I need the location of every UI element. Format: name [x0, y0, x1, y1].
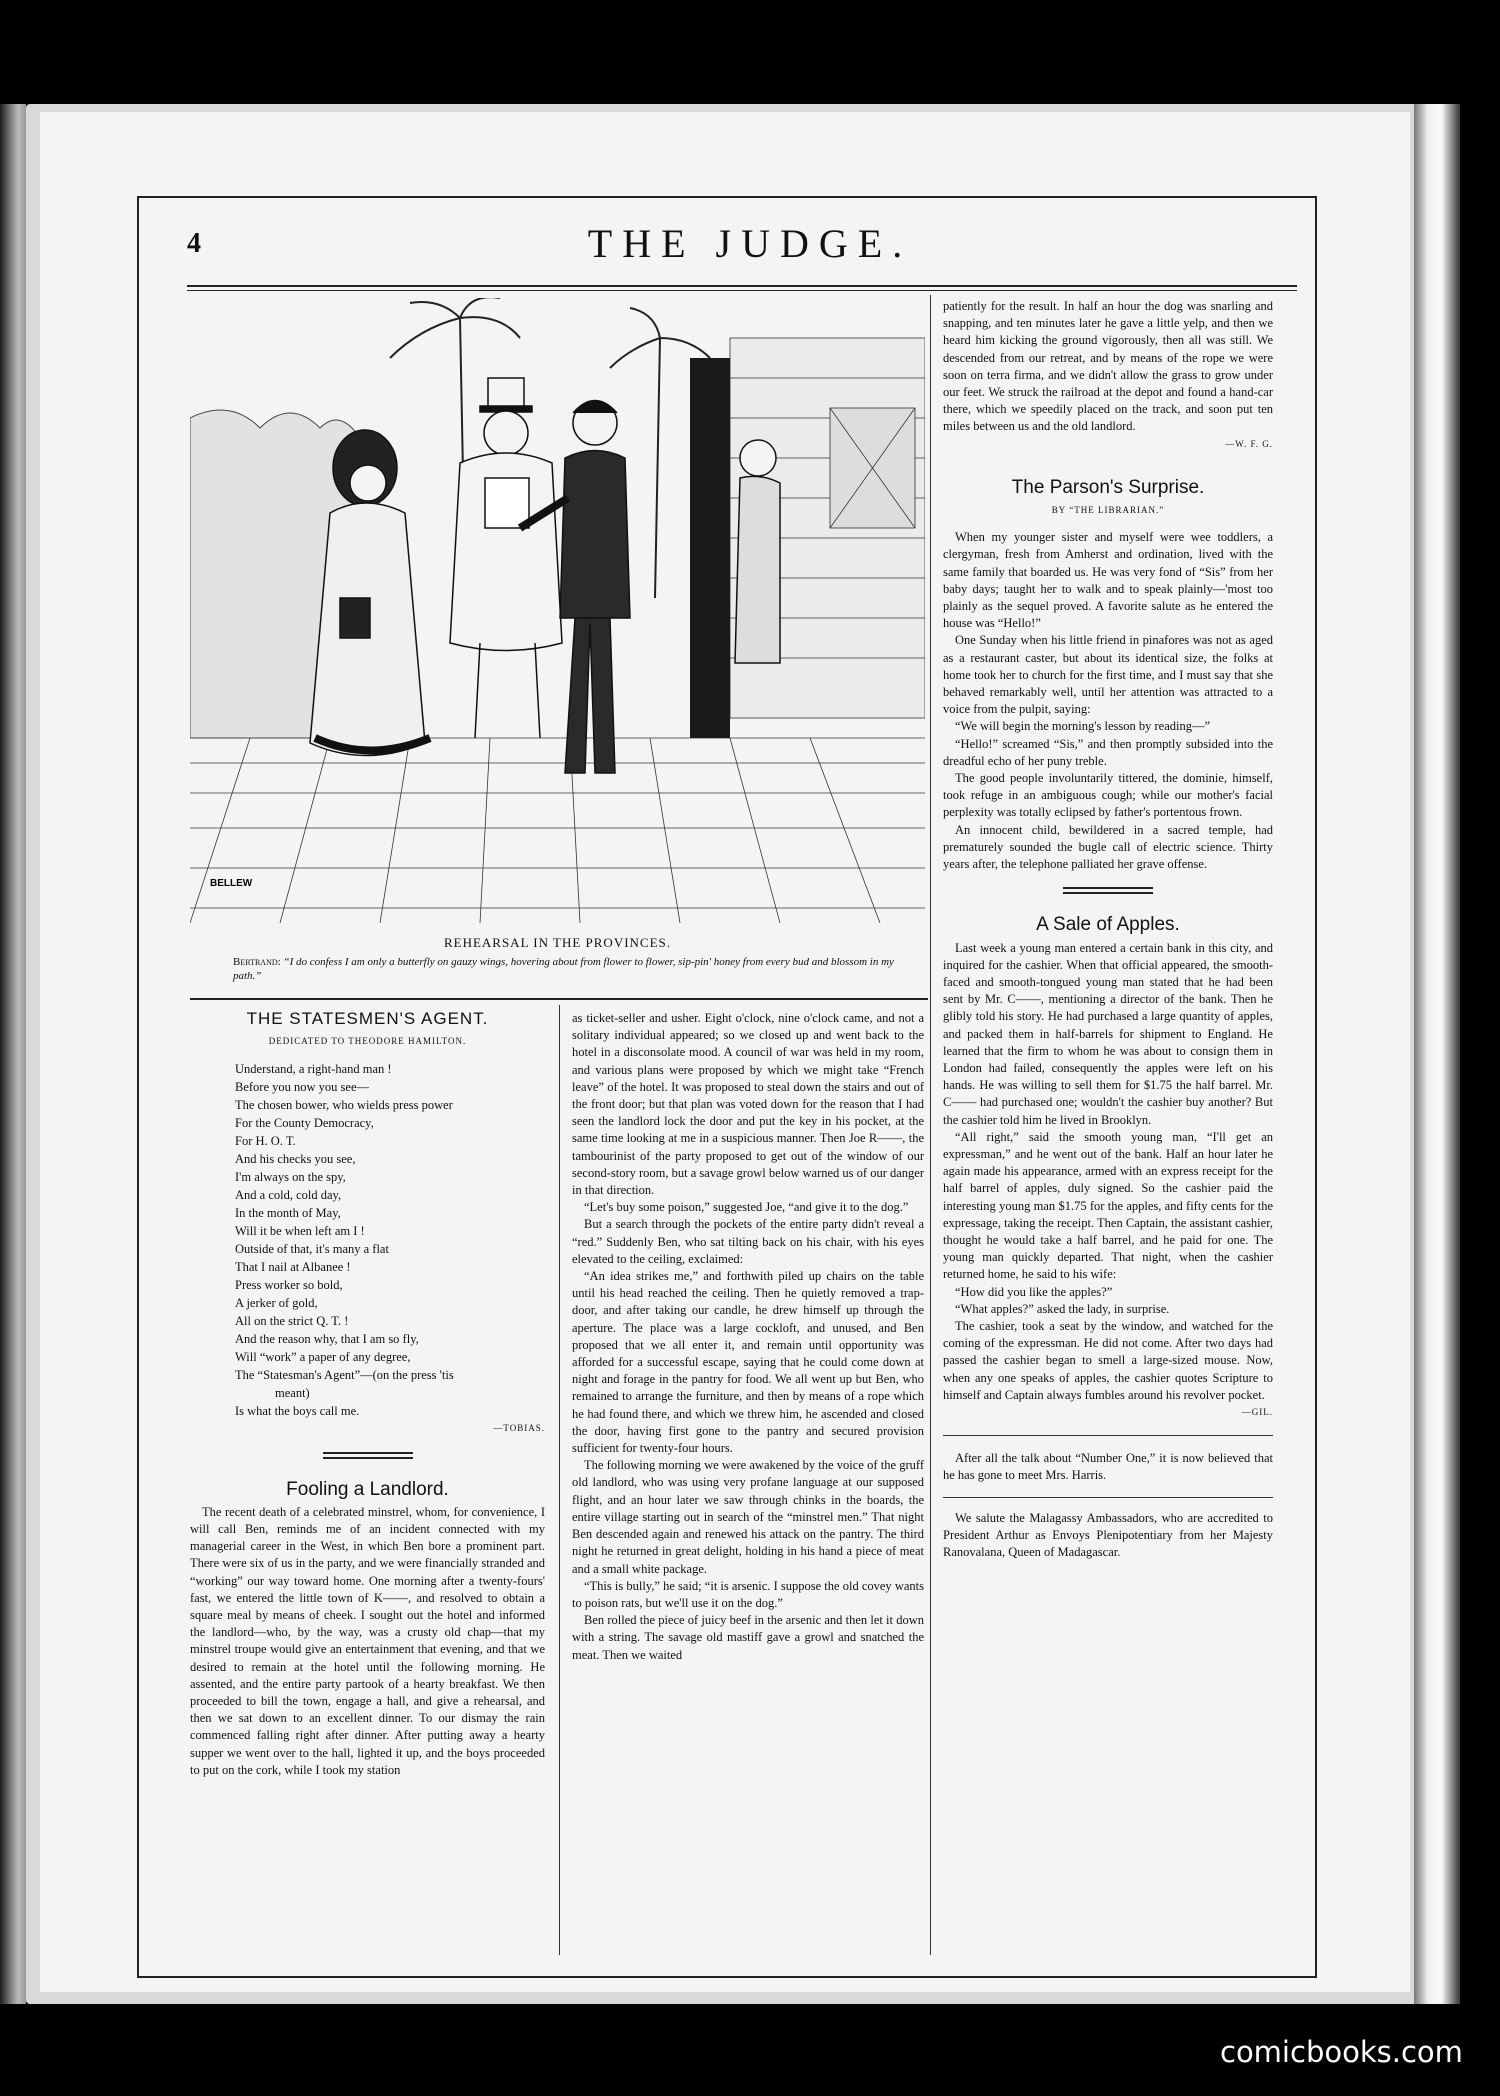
poem-line: And the reason why, that I am so fly, — [235, 1332, 419, 1347]
apples-signature: —GIL. — [1241, 1406, 1273, 1417]
separator — [1063, 887, 1153, 894]
apples-paragraph: “All right,” said the smooth young man, “I'll get an expressman,” and he went out of the bank. Half an hour later he again made his appearance, armed with an express receipt for the half barrel of apples, duly signed. So the cashier paid the interesting young man $1.75 for the apples, and fifty cents for the expressage, taking the receipt. Then Captain, the assistant cashier, thought he would take a half barrel, and he paid for one. The young man quickly departed. That night, when the cashier returned home, he said to his wife: — [943, 1129, 1273, 1282]
poem-line: Will it be when left am I ! — [235, 1224, 365, 1239]
apples-paragraph: “What apples?” asked the lady, in surprise. — [955, 1301, 1170, 1316]
column-3 — [943, 298, 1273, 1561]
note-paragraph: We salute the Malagassy Ambassadors, who are accredited to President Arthur as Envoys Plenipotentiary from her Majesty Ranovalana, Queen of Madagascar. — [943, 1510, 1273, 1559]
doorway-shadow — [690, 358, 730, 738]
poem-line: For H. O. T. — [235, 1134, 296, 1149]
statesmen-signature: —TOBIAS. — [493, 1423, 545, 1434]
poem-line: For the County Democracy, — [235, 1116, 374, 1131]
poem-line: Understand, a right-hand man ! — [235, 1062, 392, 1077]
poem-line: In the month of May, — [235, 1206, 341, 1221]
artist-signature: BELLEW — [210, 878, 253, 889]
apples-paragraph: The cashier, took a seat by the window, and watched for the coming of the expressman. He did not come. After two days had passed the cashier began to smell a large-sized mouse. Now, when any one speaks of apples, the cashier quotes Scripture to himself and Captain always fumbles around his revolver pocket. — [943, 1318, 1273, 1402]
poem-line: That I nail at Albanee ! — [235, 1260, 351, 1275]
statesmen-dedication: DEDICATED TO THEODORE HAMILTON. — [268, 1036, 467, 1047]
poem-line: Is what the boys call me. — [235, 1404, 360, 1419]
statesmen-poem — [190, 1060, 545, 1420]
page-stack-edge — [1414, 104, 1460, 2004]
poem-line: The chosen bower, who wields press power — [235, 1098, 453, 1113]
landlord-paragraph: The recent death of a celebrated minstrel, whom, for convenience, I will call Ben, reminds me of an incident connected with my managerial career in the West, in which Ben bore a prominent part. There were six of us in the party, and we were financially stranded and “working” our way toward home. One morning after a twenty-fours' fast, we entered the little town of K——, and resolved to obtain a square meal by means of cheek. I sought out the hotel and informed the landlord—who, by the way, was a crusty old chap—that my minstrel troupe would give an entertainment that evening, and that we desired to remain at the hotel until the following morning. He assented, and the entire party partook of a hearty breakfast. We then proceeded to bill the town, engage a hall, and give a rehearsal, and then we sat down to an excellent dinner. To our dismay the rain commenced falling right after dinner. After putting away a hearty supper we went over to the hall, lighted it up, and the boys proceeded to put on the cork, while I took my station — [190, 1504, 545, 1777]
landlord-paragraph: as ticket-seller and usher. Eight o'clock, nine o'clock came, and not a solitary individual appeared; so we closed up and went back to the hotel in a disconsolate mood. A council of war was held in my room, and various plans were proposed by which we might take “French leave” of the hotel. It was proposed to steal down the stairs and out of the front door; but that plan was voted down for the reason that I had seen the landlord lock the door and put the key in his pocket, at the same time looking at me in a suspicious manner. Then Joe R——, the tambourinist of the party proposed to get out of the window of our second-story room, but a savage growl below warned us of our danger in that direction. — [572, 1011, 924, 1198]
landlord-paragraph: But a search through the pockets of the entire party didn't reveal a “red.” Suddenly Ben, who sat tilting back on his chair, with his eyes elevated to the ceiling, exclaimed: — [572, 1217, 924, 1266]
landlord-signature: —W. F. G. — [1225, 438, 1273, 449]
parson-paragraph: “Hello!” screamed “Sis,” and then promptly subsided into the dreadful echo of her puny treble. — [943, 736, 1273, 768]
parson-title: The Parson's Surprise. — [1011, 476, 1205, 498]
page-number: 4 — [187, 228, 201, 259]
landlord-paragraph: The following morning we were awakened by the voice of the gruff old landlord, who was using very profane language at our supposed flight, and an hour later we saw through chinks in the boards, the entire village starting out in search of the “minstrel men.” That night Ben descended again and renewed his attack on the pantry. The third night he returned in great delight, holding in his hand a piece of meat and a small white package. — [572, 1458, 924, 1576]
parson-paragraph: When my younger sister and myself were wee toddlers, a clergyman, fresh from Amherst and ordination, lived with the same family that boarded us. He was very fond of “Sis” from her baby days; taught her to walk and to speak plainly—'most too plainly as the sequel proved. A favorite salute as he entered the house was “Hello!” — [943, 530, 1273, 631]
poem-line: meant) — [275, 1386, 310, 1401]
illustration-caption — [233, 955, 913, 983]
column-1 — [190, 1010, 545, 1779]
parson-byline: BY “THE LIBRARIAN.” — [1051, 505, 1165, 516]
note-paragraph: After all the talk about “Number One,” it is now believed that he has gone to meet Mrs. Harris. — [943, 1451, 1273, 1483]
parson-paragraph: An innocent child, bewildered in a sacred temple, had prematurely sounded the bugle call of electric science. Thirty years after, the telephone palliated her grave offense. — [943, 822, 1273, 872]
landlord-paragraph: Ben rolled the piece of juicy beef in the arsenic and then let it down with a string. The savage old mastiff gave a growl and snatched the meat. Then we waited — [572, 1613, 924, 1662]
caption-quote: “I do confess I am only a butterfly on gauzy wings, hovering about from flower to flower, sip-pin' honey from every bud and blossom in my path.” — [233, 956, 894, 982]
poem-line: All on the strict Q. T. ! — [235, 1314, 349, 1329]
note-rule — [943, 1497, 1273, 1498]
poem-line: Press worker so bold, — [235, 1278, 343, 1293]
poem-line: Will “work” a paper of any degree, — [235, 1350, 411, 1365]
cartoon-illustration — [190, 298, 925, 923]
statesmen-title: THE STATESMEN'S AGENT. — [246, 1009, 489, 1028]
parson-paragraph: The good people involuntarily tittered, the dominie, himself, took refuge in an ambiguous cough; while our mother's facial perplexity was totally eclipsed by father's portentous frown. — [943, 771, 1273, 820]
note-rule — [943, 1435, 1273, 1436]
apples-paragraph: “How did you like the apples?” — [955, 1284, 1113, 1299]
parson-paragraph: “We will begin the morning's lesson by reading—” — [955, 719, 1211, 734]
caption-speaker: Bertrand: — [233, 956, 281, 968]
column-2 — [572, 1010, 924, 1664]
illustration-title: REHEARSAL IN THE PROVINCES. — [443, 935, 672, 950]
apples-title: A Sale of Apples. — [1036, 914, 1180, 936]
column-rule-right — [930, 295, 931, 1955]
watermark: comicbooks.com — [1220, 2035, 1463, 2069]
section-rule — [190, 998, 928, 1000]
book-binding-edge — [0, 104, 26, 2004]
poem-line: A jerker of gold, — [235, 1296, 318, 1311]
masthead-rule — [187, 285, 1297, 287]
masthead-rule-thin — [187, 290, 1297, 291]
poem-line: And his checks you see, — [235, 1152, 356, 1167]
landlord-title: Fooling a Landlord. — [286, 1478, 449, 1500]
landlord-paragraph: “This is bully,” he said; “it is arsenic. I suppose the old covey wants to poison rats, but we'll use it on the dog.” — [572, 1578, 924, 1610]
separator — [323, 1452, 413, 1459]
parson-paragraph: One Sunday when his little friend in pinafores was not as aged as a restaurant caster, but about its identical size, the folks at home took her to church for the first time, and I must say that she behaved remarkably well, until her attention was attracted to a voice from the pulpit, saying: — [943, 633, 1273, 717]
poem-line: The “Statesman's Agent”—(on the press 'tis — [235, 1368, 454, 1383]
column-rule-left — [559, 1005, 560, 1955]
landlord-paragraph: “An idea strikes me,” and forthwith piled up chairs on the table until his head reached the ceiling. Then he quietly removed a trap-door, and after taking our candle, he drew himself up through the aperture. The place was a large cockloft, and unused, and Ben proposed that we all enter it, and remain until opportunity was afforded for a successful escape, saying that he could come down at night and forage in the pantry for food. We all went up but Ben, who remained to arrange the furniture, and then by means of a rope which he had found there, and which we threw him, he ascended and closed the door, having first gone to the pantry and secured provision sufficient for twenty-four hours. — [572, 1269, 924, 1456]
masthead: THE JUDGE. — [587, 221, 913, 266]
apples-paragraph: Last week a young man entered a certain bank in this city, and inquired for the cashier. When that official appeared, the smooth-faced and smooth-tongued young man stated that he had been sent by Mr. C——, mentioning a director of the bank. Then he glibly told his story. He had purchased a large quantity of apples, and packed them in half-barrels for shipment to England. He learned that the firm to whom he was about to consign them in London had failed, consequently the apples were left on his hands. He was willing to sell them for $1.75 the half barrel. Mr. C—— had purchased one; wouldn't the cashier buy another? But the cashier told him he lived in Brooklyn. — [943, 940, 1273, 1127]
poem-line: And a cold, cold day, — [235, 1188, 342, 1203]
landlord-paragraph: “Let's buy some poison,” suggested Joe, “and give it to the dog.” — [584, 1200, 909, 1215]
poem-line: Before you now you see— — [235, 1080, 369, 1095]
poem-line: Outside of that, it's many a flat — [235, 1242, 389, 1257]
landlord-paragraph: patiently for the result. In half an hour the dog was snarling and snapping, and ten minutes later he gave a little yelp, and then we heard him kicking the ground vigorously, then all was still. We descended from our retreat, and by means of the rope we were soon on terra firma, and we didn't allow the grass to grow under our feet. We struck the railroad at the depot and found a hand-car there, which we speedily placed on the track, and soon put ten miles between us and the old landlord. — [943, 299, 1273, 434]
poem-line: I'm always on the spy, — [235, 1170, 346, 1185]
